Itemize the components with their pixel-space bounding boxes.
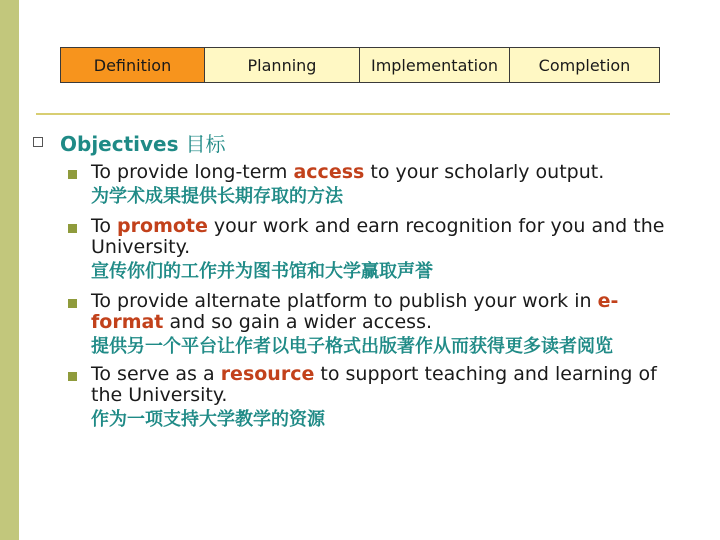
objectives-list bbox=[68, 162, 688, 431]
item-chinese-text: 提供另一个平台让作者以电子格式出版著作从而获得更多读者阅览 bbox=[91, 336, 613, 357]
highlight-term: access bbox=[293, 161, 365, 183]
list-item bbox=[68, 216, 688, 283]
hollow-square-bullet-icon bbox=[33, 137, 43, 147]
square-bullet-icon bbox=[68, 224, 77, 233]
side-accent-bar bbox=[0, 0, 19, 540]
phase-implementation: Implementation bbox=[360, 47, 510, 83]
text-segment: to your scholarly output. bbox=[364, 161, 605, 183]
text-segment: To provide long-term bbox=[91, 161, 294, 183]
highlight-term: e-format bbox=[91, 290, 619, 333]
phase-definition: Definition bbox=[60, 47, 205, 83]
list-item bbox=[68, 364, 688, 431]
item-english-text bbox=[91, 291, 688, 333]
text-segment: and so gain a wider access. bbox=[163, 311, 433, 333]
item-chinese-text: 为学术成果提供长期存取的方法 bbox=[91, 186, 343, 207]
text-segment: to support teaching and learning of the University. bbox=[91, 363, 657, 406]
highlight-term: promote bbox=[117, 215, 208, 237]
list-item bbox=[68, 291, 688, 358]
phase-progress-row bbox=[60, 47, 660, 83]
text-segment: To serve as a bbox=[91, 363, 221, 385]
item-chinese-text: 宣传你们的工作并为图书馆和大学赢取声誉 bbox=[91, 261, 433, 282]
objectives-heading-zh: 目标 bbox=[185, 132, 226, 156]
list-item bbox=[68, 162, 688, 208]
square-bullet-icon bbox=[68, 299, 77, 308]
phase-completion: Completion bbox=[510, 47, 660, 83]
square-bullet-icon bbox=[68, 170, 77, 179]
text-segment: To provide alternate platform to publish your work in bbox=[91, 290, 598, 312]
phase-planning: Planning bbox=[205, 47, 360, 83]
text-segment: your work and earn recognition for you and the University. bbox=[91, 215, 665, 258]
divider-line bbox=[36, 113, 670, 115]
objectives-heading bbox=[60, 128, 225, 157]
square-bullet-icon bbox=[68, 372, 77, 381]
objectives-heading-en: Objectives bbox=[60, 132, 179, 156]
highlight-term: resource bbox=[220, 363, 315, 385]
item-english-text bbox=[91, 162, 688, 183]
text-segment: To bbox=[91, 215, 118, 237]
item-chinese-text: 作为一项支持大学教学的资源 bbox=[91, 409, 325, 430]
item-english-text bbox=[91, 364, 688, 406]
item-english-text bbox=[91, 216, 688, 258]
